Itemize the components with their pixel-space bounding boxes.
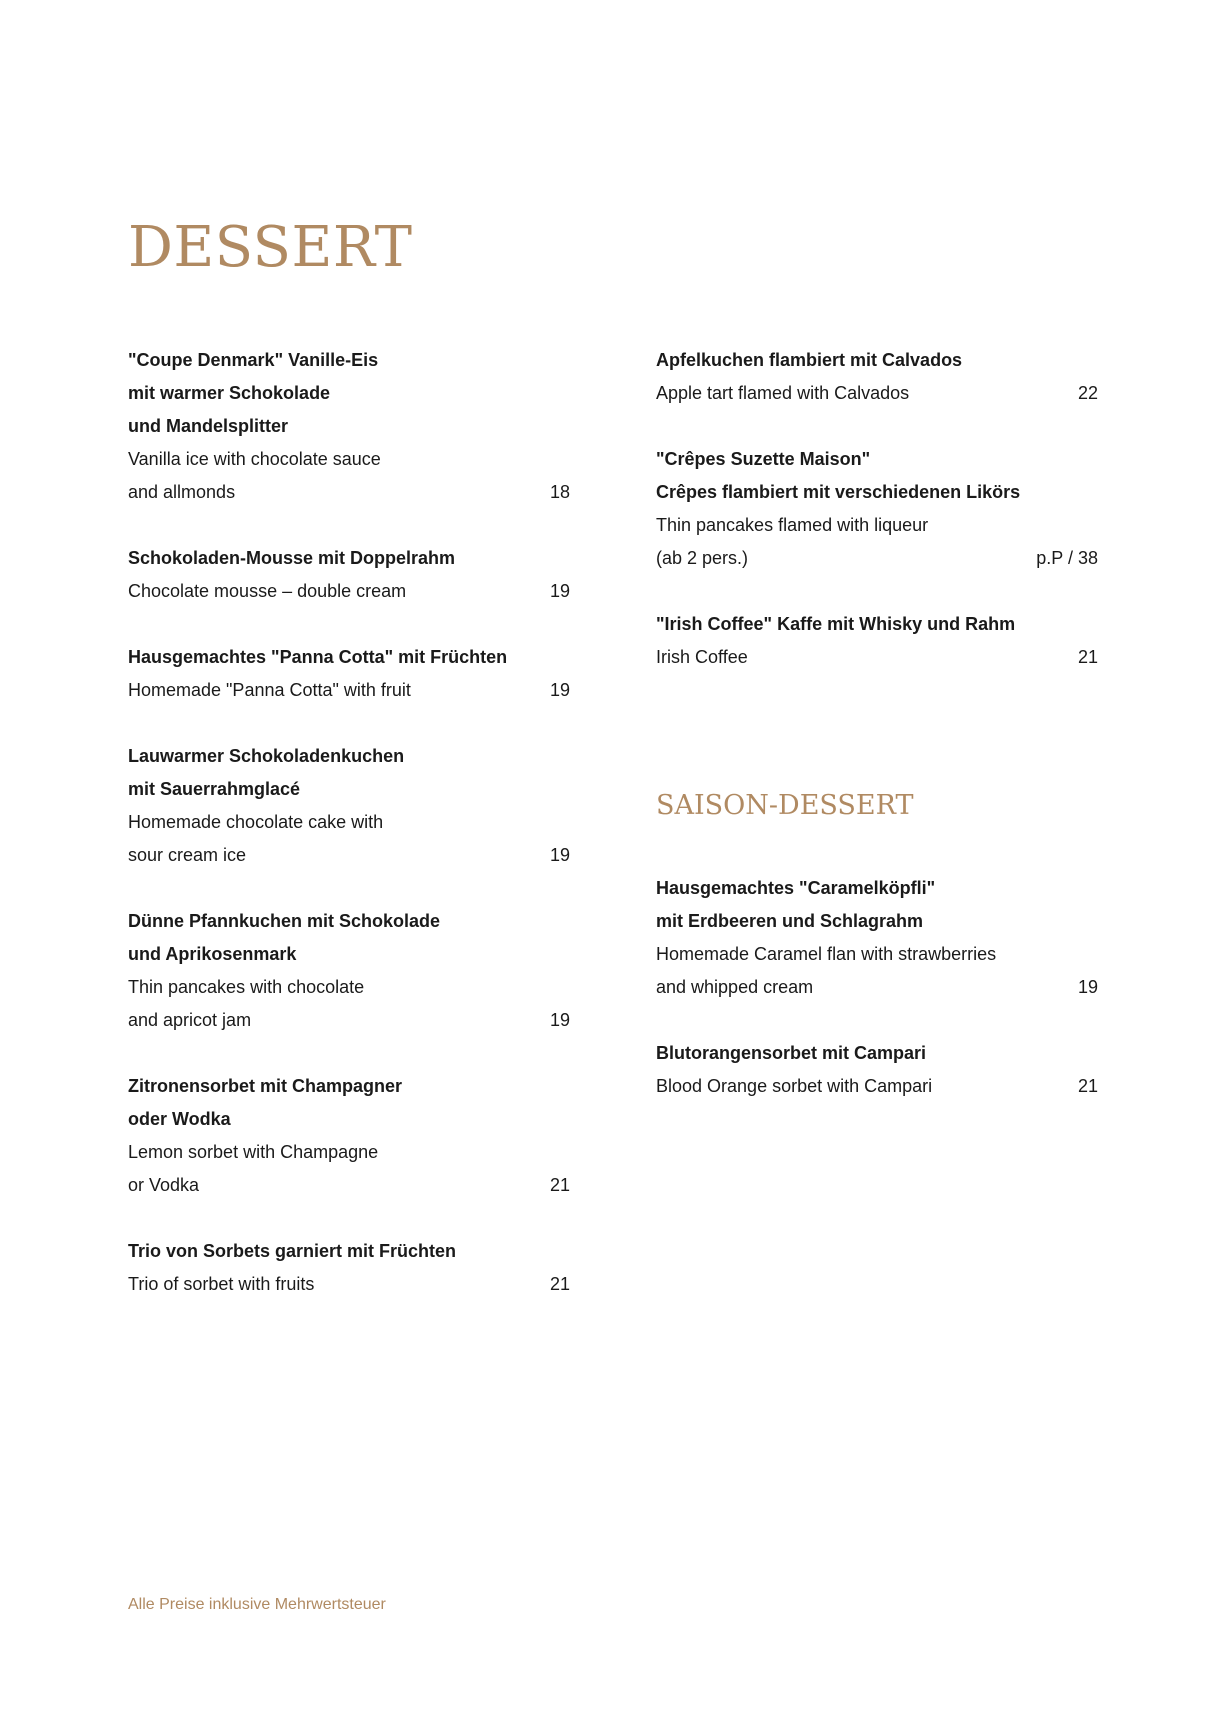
menu-item-description-en: Homemade Caramel flan with strawberries: [656, 944, 997, 964]
menu-item: [128, 1235, 570, 1301]
menu-item-price: 19: [549, 845, 570, 865]
menu-item-name-de: Crêpes flambiert mit verschiedenen Likörs: [656, 482, 1021, 502]
menu-item-line: [656, 542, 1098, 575]
menu-item-name-de: Trio von Sorbets garniert mit Früchten: [128, 1241, 457, 1261]
menu-item-name-de: Hausgemachtes "Panna Cotta" mit Früchten: [128, 647, 508, 667]
menu-item-line: [128, 575, 570, 608]
menu-item-name-de: Schokoladen-Mousse mit Doppelrahm: [128, 548, 456, 568]
menu-item-line: [128, 443, 570, 476]
menu-item: [656, 344, 1098, 410]
menu-item-line: [656, 641, 1098, 674]
menu-item-name-de: mit warmer Schokolade: [128, 383, 331, 403]
menu-item-line: [128, 476, 570, 509]
menu-item-price: 21: [549, 1274, 570, 1294]
menu-item-description-en: Trio of sorbet with fruits: [128, 1274, 315, 1294]
menu-item-description-en: Irish Coffee: [656, 647, 748, 667]
menu-item: [128, 641, 570, 707]
menu-item: [128, 344, 570, 509]
menu-item-description-en: Homemade "Panna Cotta" with fruit: [128, 680, 411, 700]
menu-item-line: [128, 806, 570, 839]
menu-item-price: 21: [1077, 1076, 1098, 1096]
footer-note: Alle Preise inklusive Mehrwertsteuer: [128, 1596, 386, 1613]
menu-item-name-de: "Coupe Denmark" Vanille-Eis: [128, 350, 379, 370]
menu-item-line: [128, 1169, 570, 1202]
menu-item-price: 19: [549, 680, 570, 700]
menu-item-description-en: (ab 2 pers.): [656, 548, 749, 568]
menu-item-name-de: mit Erdbeeren und Schlagrahm: [656, 911, 924, 931]
menu-item-description-en: sour cream ice: [128, 845, 247, 865]
menu-item: [656, 443, 1098, 575]
menu-item: [128, 905, 570, 1037]
menu-item: [656, 872, 1098, 1004]
menu-item-line: [128, 1136, 570, 1169]
page-title: DESSERT: [128, 215, 413, 280]
menu-item-price: 19: [549, 1010, 570, 1030]
menu-item-price: 21: [549, 1175, 570, 1195]
menu-item-description-en: and allmonds: [128, 482, 236, 502]
menu-item-name-de: Lauwarmer Schokoladenkuchen: [128, 746, 405, 766]
menu-item: [128, 542, 570, 608]
menu-item-name-de: "Crêpes Suzette Maison": [656, 449, 871, 469]
menu-item: [656, 608, 1098, 674]
menu-item-price: 19: [549, 581, 570, 601]
menu-item-line: [656, 509, 1098, 542]
menu-item-name-de: und Mandelsplitter: [128, 416, 289, 436]
menu-item-price: p.P / 38: [1036, 548, 1098, 568]
menu-item-price: 19: [1077, 977, 1098, 997]
menu-item-line: [656, 1070, 1098, 1103]
menu-item-description-en: Blood Orange sorbet with Campari: [656, 1076, 933, 1096]
menu-item-description-en: Lemon sorbet with Champagne: [128, 1142, 379, 1162]
menu-item-name-de: Zitronensorbet mit Champagner: [128, 1076, 403, 1096]
menu-item-description-en: Vanilla ice with chocolate sauce: [128, 449, 381, 469]
menu-item-name-de: oder Wodka: [128, 1109, 231, 1129]
menu-item: [128, 740, 570, 872]
menu-item-line: [656, 971, 1098, 1004]
menu-column-right: [656, 344, 1098, 1136]
menu-item-name-de: und Aprikosenmark: [128, 944, 297, 964]
menu-item-price: 21: [1077, 647, 1098, 667]
menu-item-line: [128, 971, 570, 1004]
menu-item-name-de: Dünne Pfannkuchen mit Schokolade: [128, 911, 441, 931]
menu-item-name-de: Hausgemachtes "Caramelköpfli": [656, 878, 936, 898]
menu-item-line: [656, 377, 1098, 410]
menu-item: [128, 1070, 570, 1202]
menu-item-line: [128, 839, 570, 872]
menu-item-price: 18: [549, 482, 570, 502]
menu-item-name-de: Apfelkuchen flambiert mit Calvados: [656, 350, 963, 370]
menu-item-description-en: and whipped cream: [656, 977, 814, 997]
menu-item-line: [128, 1268, 570, 1301]
saison-dessert-heading: SAISON-DESSERT: [656, 790, 914, 821]
menu-item-description-en: or Vodka: [128, 1175, 200, 1195]
menu-item-description-en: Chocolate mousse – double cream: [128, 581, 407, 601]
menu-item-price: 22: [1077, 383, 1098, 403]
menu-item-description-en: Homemade chocolate cake with: [128, 812, 384, 832]
menu-item-description-en: Apple tart flamed with Calvados: [656, 383, 910, 403]
menu-column-left: [128, 344, 570, 1334]
menu-item-description-en: Thin pancakes flamed with liqueur: [656, 515, 929, 535]
menu-item-name-de: mit Sauerrahmglacé: [128, 779, 301, 799]
menu-item-line: [128, 674, 570, 707]
menu-item-description-en: and apricot jam: [128, 1010, 252, 1030]
menu-item-line: [656, 938, 1098, 971]
menu-item-name-de: Blutorangensorbet mit Campari: [656, 1043, 927, 1063]
menu-item: [656, 1037, 1098, 1103]
menu-item-description-en: Thin pancakes with chocolate: [128, 977, 365, 997]
menu-item-line: [128, 1004, 570, 1037]
menu-item-name-de: "Irish Coffee" Kaffe mit Whisky und Rahm: [656, 614, 1016, 634]
